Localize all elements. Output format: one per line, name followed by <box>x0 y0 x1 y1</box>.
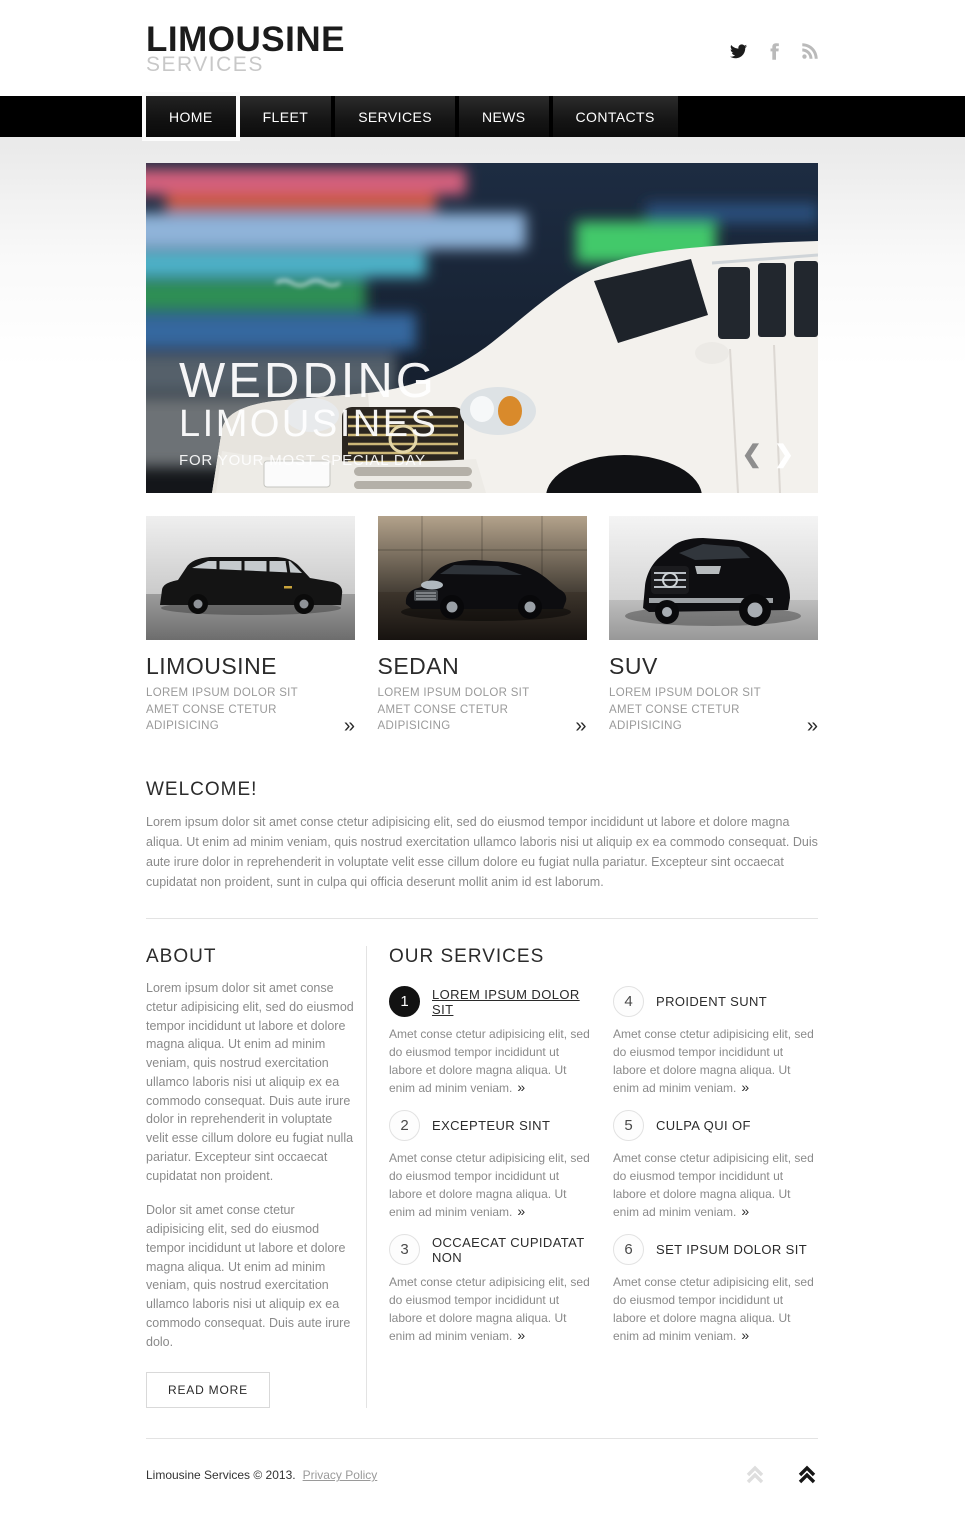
service-number-badge: 4 <box>613 986 644 1017</box>
nav-tab-services[interactable]: SERVICES <box>335 96 455 137</box>
service-title-link[interactable]: SET IPSUM DOLOR SIT <box>656 1242 808 1258</box>
service-item-1 <box>389 986 594 1097</box>
scroll-top-button[interactable] <box>796 1464 818 1486</box>
service-title-link[interactable]: CULPA QUI OF <box>656 1118 751 1134</box>
service-item-2 <box>389 1110 594 1221</box>
service-more-icon[interactable]: » <box>741 1327 750 1344</box>
nav-tab-contacts[interactable]: CONTACTS <box>553 96 678 137</box>
service-title-link[interactable]: PROIDENT SUNT <box>656 994 768 1010</box>
card-more-icon[interactable]: » <box>343 715 355 738</box>
card-suv <box>609 516 818 738</box>
read-more-button[interactable]: READ MORE <box>146 1372 270 1408</box>
service-item-5 <box>613 1110 818 1221</box>
nav-tab-news[interactable]: NEWS <box>459 96 549 137</box>
services-section <box>367 946 818 1408</box>
about-paragraph-2: Dolor sit amet conse ctetur adipisicing elit, sed do eiusmod tempor incididunt ut labore et dolore magna aliqua. Ut enim ad minim veniam, quis nostrud exercitation ullamco laboris nisi ut aliquip ex ea commodo consequat. Duis aute irure dolo. <box>146 1203 351 1349</box>
about-title: ABOUT <box>146 946 217 968</box>
service-title-link[interactable]: LOREM IPSUM DOLOR SIT <box>432 986 580 1017</box>
hero-slider <box>146 163 818 493</box>
social-links <box>730 37 818 60</box>
service-title-link[interactable]: OCCAECAT CUPIDATAT NON <box>432 1234 585 1265</box>
service-number-badge: 1 <box>389 986 420 1017</box>
service-item-4 <box>613 986 818 1097</box>
card-subtitle: LOREM IPSUM DOLOR SIT AMET CONSE CTETUR ADIPISICING <box>377 687 530 733</box>
hero-title-line2: LIMOUSINES <box>179 403 439 445</box>
hero-title-line1: WEDDING <box>179 354 437 409</box>
service-text: Amet conse ctetur adipisicing elit, sed do eiusmod tempor incididunt ut labore et dolore magna aliqua. Ut enim ad minim veniam. <box>389 1275 590 1344</box>
service-text: Amet conse ctetur adipisicing elit, sed do eiusmod tempor incididunt ut labore et dolore magna aliqua. Ut enim ad minim veniam. <box>389 1027 590 1096</box>
suv-photo[interactable] <box>609 516 818 640</box>
rss-icon[interactable] <box>802 43 818 59</box>
card-title-suv[interactable]: SUV <box>609 653 658 679</box>
welcome-title: WELCOME! <box>146 779 258 801</box>
service-more-icon[interactable]: » <box>741 1203 750 1220</box>
card-limousine <box>146 516 355 738</box>
card-title-sedan[interactable]: SEDAN <box>377 653 460 679</box>
scroll-top-icon-light[interactable] <box>744 1464 766 1486</box>
twitter-icon[interactable] <box>730 44 747 59</box>
nav-tab-fleet[interactable]: FLEET <box>240 96 332 137</box>
service-text: Amet conse ctetur adipisicing elit, sed do eiusmod tempor incididunt ut labore et dolore magna aliqua. Ut enim ad minim veniam. <box>613 1027 814 1096</box>
service-title-link[interactable]: EXCEPTEUR SINT <box>432 1118 551 1134</box>
service-number-badge: 5 <box>613 1110 644 1141</box>
service-number-badge: 3 <box>389 1234 420 1265</box>
service-more-icon[interactable]: » <box>517 1327 526 1344</box>
welcome-section <box>146 779 818 892</box>
welcome-text: Lorem ipsum dolor sit amet conse ctetur adipisicing elit, sed do eiusmod tempor incididunt ut labore et dolore magna aliqua. Ut enim ad minim veniam, quis nostrud exercitation ullamco laboris nisi ut aliquip ex ea commodo consequat. Duis aute irure dolor in reprehenderit in voluptate velit esse cillum dolore eu fugiat nulla pariatur. Excepteur sint occaecat cupidatat non proident, sunt in culpa qui officia deserunt mollit anim id est laborum. <box>146 815 818 890</box>
services-title: OUR SERVICES <box>389 946 545 968</box>
service-text: Amet conse ctetur adipisicing elit, sed do eiusmod tempor incididunt ut labore et dolore magna aliqua. Ut enim ad minim veniam. <box>613 1151 814 1220</box>
slider-next-icon[interactable]: ❯ <box>773 441 794 468</box>
fleet-cards <box>146 516 818 738</box>
service-text: Amet conse ctetur adipisicing elit, sed do eiusmod tempor incididunt ut labore et dolore magna aliqua. Ut enim ad minim veniam. <box>389 1151 590 1220</box>
site-logo[interactable] <box>146 19 345 76</box>
section-divider <box>146 918 818 919</box>
sedan-photo[interactable] <box>378 516 587 640</box>
service-more-icon[interactable]: » <box>517 1203 526 1220</box>
logo-title: LIMOUSINE <box>146 19 345 59</box>
card-more-icon[interactable]: » <box>806 715 818 738</box>
site-footer <box>146 1438 818 1528</box>
service-text: Amet conse ctetur adipisicing elit, sed do eiusmod tempor incididunt ut labore et dolore magna aliqua. Ut enim ad minim veniam. <box>613 1275 814 1344</box>
services-grid <box>389 986 818 1345</box>
service-number-badge: 2 <box>389 1110 420 1141</box>
slider-controls <box>742 443 794 467</box>
card-more-icon[interactable]: » <box>575 715 587 738</box>
card-sedan <box>377 516 587 738</box>
service-item-3 <box>389 1234 594 1345</box>
about-paragraph-1: Lorem ipsum dolor sit amet conse ctetur adipisicing elit, sed do eiusmod tempor incididunt ut labore et dolore magna aliqua. Ut enim ad minim veniam, quis nostrud exercitation ullamco laboris nisi ut aliquip ex ea commodo consequat. Duis aute irure dolor in reprehenderit in voluptate velit esse cillum dolore eu fugiat nulla pariatur. Excepteur sint occaecat cupidatat non proident. <box>146 981 354 1183</box>
service-number-badge: 6 <box>613 1234 644 1265</box>
hero-subtitle: FOR YOUR MOST SPECIAL DAY <box>179 452 426 469</box>
nav-tab-home[interactable]: HOME <box>146 96 236 137</box>
site-header <box>0 0 965 96</box>
logo-tagline: SERVICES <box>146 52 264 76</box>
about-section <box>146 946 367 1408</box>
hero-caption <box>179 354 439 469</box>
copyright-text: Limousine Services © 2013. <box>146 1468 296 1483</box>
service-more-icon[interactable]: » <box>517 1079 526 1096</box>
service-item-6 <box>613 1234 818 1345</box>
card-subtitle: LOREM IPSUM DOLOR SIT AMET CONSE CTETUR ADIPISICING <box>146 687 298 733</box>
facebook-icon[interactable] <box>770 43 779 60</box>
main-nav <box>0 96 965 137</box>
card-title-limousine[interactable]: LIMOUSINE <box>146 653 278 679</box>
card-subtitle: LOREM IPSUM DOLOR SIT AMET CONSE CTETUR ADIPISICING <box>609 687 761 733</box>
privacy-policy-link[interactable]: Privacy Policy <box>302 1468 378 1483</box>
slider-prev-icon[interactable]: ❮ <box>741 441 762 468</box>
limousine-photo[interactable] <box>146 516 355 640</box>
service-more-icon[interactable]: » <box>741 1079 750 1096</box>
